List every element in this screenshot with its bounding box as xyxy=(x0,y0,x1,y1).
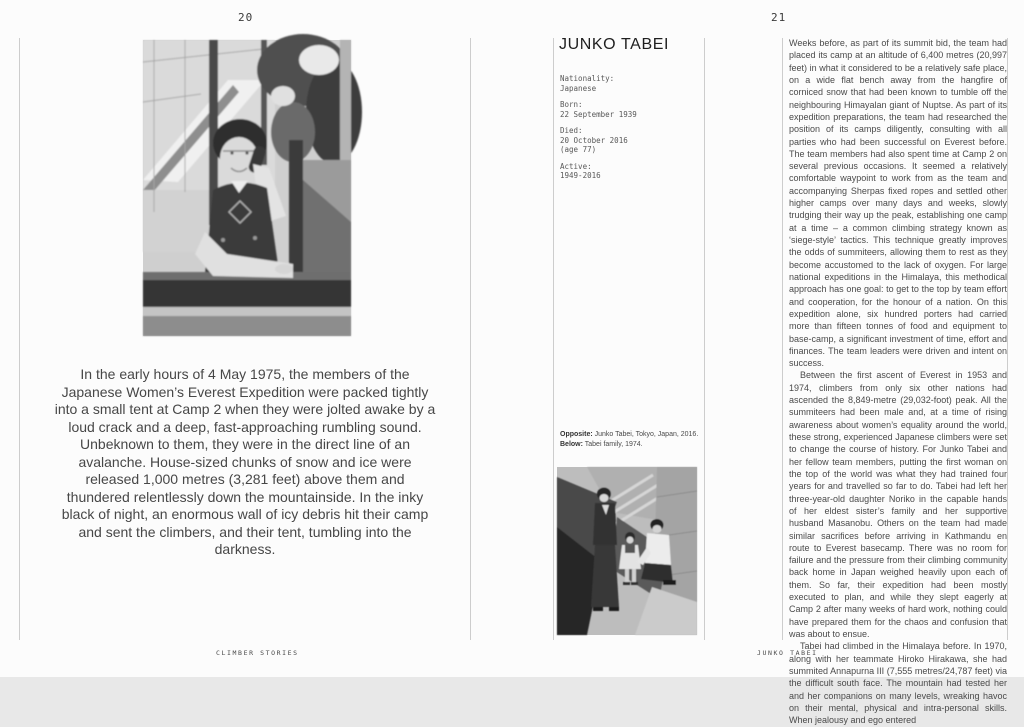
intro-paragraph: In the early hours of 4 May 1975, the members of the Japanese Women’s Everest Expedition were packed tightly into a small tent at Camp 2 when they were jolted awake by a loud crack and a deep, fast-approaching rumbling sound. Unbeknown to them, they were in the direct line of an avalanche. House-sized chunks of snow and ice were released 1,000 metres (3,281 feet) above them and thundered relentlessly down the mountainside. In the inky black of night, an enormous wall of icy debris hit their camp and sent the climbers, and their tent, tumbling into the darkness. xyxy=(54,366,436,557)
profile-metadata xyxy=(560,74,637,188)
portrait-photo xyxy=(143,40,351,336)
profile-field-active xyxy=(560,162,637,181)
article-text-column xyxy=(789,37,1007,726)
family-photo-art xyxy=(557,467,697,635)
footer-left: CLIMBER STORIES xyxy=(216,649,299,657)
caption-lead: Opposite: xyxy=(560,431,593,438)
profile-field-nationality xyxy=(560,74,637,93)
field-label: Born: xyxy=(560,100,583,109)
field-value: Japanese xyxy=(560,83,597,93)
field-value: 1949-2016 xyxy=(560,171,601,180)
rule-mid-column-right xyxy=(704,38,705,640)
photo-captions xyxy=(560,430,702,450)
page-title: JUNKO TABEI xyxy=(559,36,670,53)
portrait-photo-art xyxy=(143,40,351,336)
article-paragraph: Between the first ascent of Everest in 1953 and 1974, climbers from only six other nations had ascended the 8,849-metre (29,032-foot) peak. All the summiteers had been male and, at a time of rising awareness about women’s equality around the world, these strong, experienced Japanese climbers were set to change the course of history. For Junko Tabei and her fellow team members, putting the first woman on the top of the world was what they had trained four years for and travelled so far to do. Tabei had left her three-year-old daughter Noriko in the capable hands of her eldest sister’s family and her supportive husband Masanobu. Others on the team had made similar sacrifices before arriving in Kathmandu en route to Everest basecamp. There was no room for failure and the pressure from their climbing community back home in Japan weighed heavily upon each of them. So far, their expedition had been mostly executed to plan, and while they slept eagerly at Camp 2 after many weeks of hard work, nothing could have prepared them for the chaos and confusion that was about to ensue. xyxy=(789,370,1007,639)
field-label: Died: xyxy=(560,126,583,135)
field-value: 20 October 2016 xyxy=(560,135,628,145)
profile-field-died xyxy=(560,126,637,155)
rule-right-margin xyxy=(1007,38,1008,640)
rule-left-page-right xyxy=(470,38,471,640)
profile-field-born xyxy=(560,100,637,119)
caption-text: Tabei family, 1974. xyxy=(582,441,643,448)
article-paragraph: Weeks before, as part of its summit bid, the team had placed its camp at an altitude of 6,400 metres (20,997 feet) in what it considered to be a relatively safe place, on a wide flat bench away from the hangfire of corniced snow that had been known to tumble off the neighbouring Himayalan giant of Nuptse. As part of its expedition preparations, the team had researched the position of its camps diligently, consulting with all parties who had been successful on Everest before. The team members had also spent time at Camp 2 on several previous occasions. It seemed a relatively comfortable waypoint to work from as the team and accompanying Sherpas fixed ropes and settled other higher camps over many days and weeks, slowly trudging their way up the peak, establishing one camp at a time – a common climbing strategy known as ‘siege-style’ tactics. This technique greatly improves the odds of summiteers, allowing them to rest as they become accustomed to the lack of oxygen. For large national expeditions in the Himalaya, this methodical approach has one goal: to get to the top by team effort and cooperation, for the honour of a nation. On this expedition alone, six hundred porters had carried more than fifteen tonnes of food and equipment to base-camp, a significant investment of time, effort and finances. The team leaders were driven and intent on success. xyxy=(789,38,1007,369)
field-label: Nationality: xyxy=(560,74,615,83)
page-number-left: 20 xyxy=(238,11,254,24)
field-label: Active: xyxy=(560,161,592,171)
rule-left-margin xyxy=(19,38,20,640)
caption-lead: Below: xyxy=(560,441,583,448)
field-value: 22 September 1939 xyxy=(560,109,637,119)
caption-text: Junko Tabei, Tokyo, Japan, 2016. xyxy=(592,431,699,438)
article-paragraph: Tabei had climbed in the Himalaya before. In 1970, along with her teammate Hiroko Hirakawa, she had summited Annapurna III (7,555 metres/24,787 feet) via the difficult south face. The mountain had tested her and her companions on many levels, wreaking havoc on their mental, physical and intra-personal skills. When jealousy and ego entered xyxy=(789,641,1007,726)
caption-opposite xyxy=(560,430,702,440)
page-number-right: 21 xyxy=(771,11,787,24)
caption-below xyxy=(560,440,702,450)
family-photo xyxy=(557,467,697,635)
field-value: (age 77) xyxy=(560,145,597,154)
rule-text-column-left xyxy=(782,38,783,640)
footer-right: JUNKO TABEI xyxy=(757,649,818,657)
rule-mid-column-left xyxy=(553,38,554,640)
